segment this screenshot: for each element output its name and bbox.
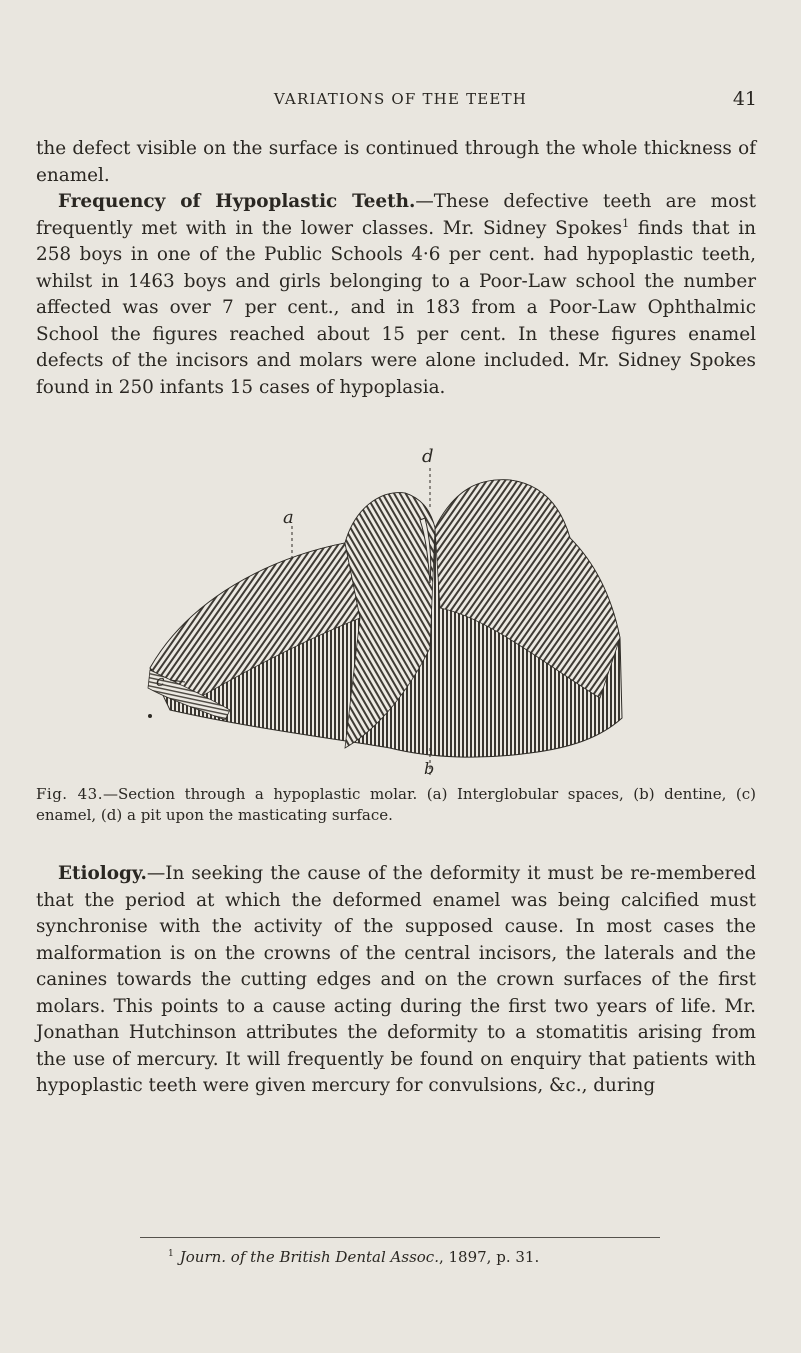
figure-label-d: d bbox=[422, 448, 434, 467]
footnote-divider bbox=[140, 1237, 660, 1238]
figure-label-b: b bbox=[424, 759, 435, 778]
paragraph-text: finds that in 258 boys in one of the Public Schools 4·6 per cent. had hypoplastic teeth, whilst in 1463 boys and girls belonging to a Poor-Law school the number affected was over 7 per cent., and in 183 from a Poor-Law Ophthalmic School the figures reached about 15 per cent. In these figures enamel defects of the incisors and molars were alone included. Mr. Sidney Spokes found in 250 infants 15 cases of hypoplasia. bbox=[36, 217, 756, 398]
paragraph-frequency bbox=[36, 189, 756, 401]
section-heading-etiology: Etiology. bbox=[58, 863, 147, 884]
paragraph-etiology bbox=[36, 861, 756, 1100]
paragraph-text: —In seeking the cause of the deformity it must be re-membered that the period at which the deformed enamel was being calcified must synchronise with the activity of the supposed cause. In most cases the malformation is on the crowns of the central incisors, the laterals and the canines towards the cutting edges and on the crown surfaces of the first molars. This points to a cause acting during the first two years of life. Mr. Jonathan Hutchinson attributes the deformity to a stomatitis arising from the use of mercury. It will frequently be found on enquiry that patients with hypoplastic teeth were given mercury for convulsions, &c., during bbox=[36, 863, 756, 1096]
page-number: 41 bbox=[732, 88, 757, 110]
footnote-marker: 1 bbox=[168, 1249, 174, 1259]
paragraph-continuation bbox=[36, 136, 756, 189]
footnote-citation: , 1897, p. 31. bbox=[438, 1248, 540, 1266]
figure-label-c: c bbox=[156, 672, 165, 690]
figure-label-a: a bbox=[283, 507, 294, 528]
caption-label: Fig. 43. bbox=[36, 785, 103, 803]
paragraph-text: —These defective teeth are most frequently met with in the lower classes. Mr. Sidney Spokes bbox=[36, 191, 756, 239]
stray-mark bbox=[148, 714, 152, 718]
footnote-journal: Journ. of the British Dental Assoc. bbox=[179, 1248, 439, 1266]
figure-caption bbox=[36, 784, 756, 826]
paragraph-text: the defect visible on the surface is continued through the whole thickness of enamel. bbox=[36, 138, 756, 186]
footnote-reference[interactable]: 1 bbox=[622, 216, 630, 230]
molar-section-illustration bbox=[130, 448, 670, 778]
footnote bbox=[168, 1248, 539, 1266]
section-heading-frequency: Frequency of Hypoplastic Teeth. bbox=[58, 191, 416, 212]
page-header bbox=[0, 88, 801, 116]
figure-molar-section bbox=[130, 448, 670, 778]
caption-text: —Section through a hypoplastic molar. (a) Interglobular spaces, (b) dentine, (c) enamel, (d) a pit upon the masticating surface. bbox=[36, 785, 757, 824]
running-head: VARIATIONS OF THE TEETH bbox=[273, 90, 528, 108]
